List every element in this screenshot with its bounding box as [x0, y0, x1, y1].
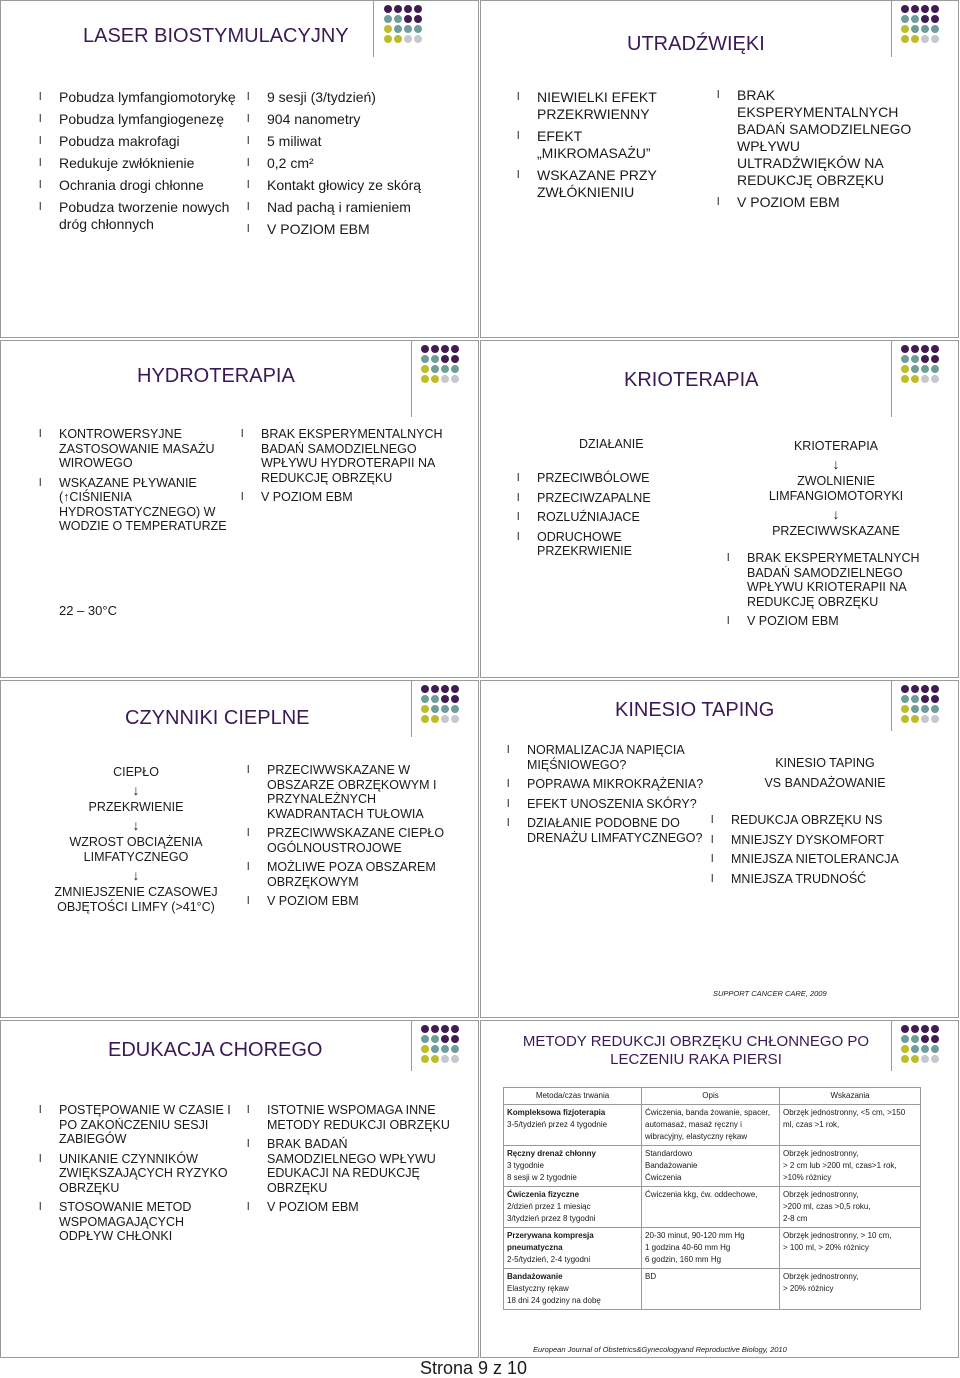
edu-list-2 [247, 1103, 457, 1220]
dot-icon [384, 5, 392, 13]
dot-icon [421, 1035, 429, 1043]
slide-title: UTRADŹWIĘKI [627, 33, 765, 55]
dot-icon [931, 1035, 939, 1043]
dot-icon [921, 1025, 929, 1033]
dot-icon [901, 695, 909, 703]
dot-icon [451, 1055, 459, 1063]
table-row: Bandażowanie Elastyczny rękaw 18 dni 24 godziny na dobę BD Obrzęk jednostronny, > 20% różnicy [504, 1269, 921, 1310]
dot-icon [901, 5, 909, 13]
list-item: l DZIAŁANIE PODOBNE DO DRENAŻU LIMFATYCZNEGO? [507, 816, 717, 845]
dot-icon [921, 35, 929, 43]
dot-icon [431, 365, 439, 373]
slide-title: METODY REDUKCJI OBRZĘKU CHŁONNEGO PO LECZENIU RAKA PIERSI [522, 1033, 870, 1068]
dot-icon [931, 705, 939, 713]
dot-icon [431, 685, 439, 693]
dot-icon [911, 35, 919, 43]
dot-icon [911, 705, 919, 713]
dot-icon [921, 375, 929, 383]
list-item: l REDUKCJA OBRZĘKU NS [711, 813, 921, 828]
dot-icon [901, 685, 909, 693]
dot-icon [921, 5, 929, 13]
dot-icon [431, 1045, 439, 1053]
dot-icon [931, 15, 939, 23]
list-item: l V POZIOM EBM [241, 490, 451, 505]
dot-icon [451, 1025, 459, 1033]
dot-icon [404, 15, 412, 23]
slide-title: HYDROTERAPIA [137, 365, 295, 387]
list-item: l WSKAZANE PŁYWANIE (↑CIŚNIENIA HYDROSTATYCZNEGO) W WODZIE O TEMPERATURZE [39, 476, 239, 534]
dot-icon [911, 15, 919, 23]
dot-icon [901, 345, 909, 353]
slide-methods [480, 1020, 959, 1358]
dot-icon [431, 345, 439, 353]
laser-list-2 [247, 89, 467, 243]
list-item: l Nad pachą i ramieniem [247, 199, 467, 216]
list-item: l PRZECIWZAPALNE [517, 491, 687, 506]
dot-icon [421, 365, 429, 373]
dot-icon [901, 15, 909, 23]
list-item: l BRAK EKSPERYMETALNYCH BADAŃ SAMODZIELNEGO WPŁYWU KRIOTERAPII NA REDUKCJĘ OBRZĘKU [727, 551, 937, 609]
slide-krio [480, 340, 959, 678]
dot-icon [911, 25, 919, 33]
dot-icon [394, 35, 402, 43]
list-item: l PRZECIWWSKAZANE CIEPŁO OGÓLNOUSTROJOWE [247, 826, 462, 855]
dot-icon [451, 355, 459, 363]
kinesio-list-1 [507, 743, 717, 850]
dot-icon [921, 715, 929, 723]
list-item: l V POZIOM EBM [247, 894, 462, 909]
dot-icon [431, 705, 439, 713]
down-arrow-icon: ↓ [832, 506, 840, 522]
list-item: l UNIKANIE CZYNNIKÓW ZWIĘKSZAJĄCYCH RYZYKO OBRZĘKU [39, 1152, 239, 1196]
dot-icon [451, 375, 459, 383]
kinesio-list-2 [711, 813, 921, 891]
list-item: l ROZLUŹNIAJACE [517, 510, 687, 525]
dot-icon [384, 35, 392, 43]
list-item: l V POZIOM EBM [247, 221, 467, 238]
slide-hydro [0, 340, 479, 678]
kinesio-cite: SUPPORT CANCER CARE, 2009 [713, 989, 827, 998]
dot-icon [931, 1025, 939, 1033]
dot-icon [931, 685, 939, 693]
krio-head: DZIAŁANIE [579, 437, 644, 451]
list-item: l V POZIOM EBM [717, 194, 917, 211]
list-item: l Pobudza tworzenie nowych dróg chłonnych [39, 199, 239, 233]
list-item: l EFEKT „MIKROMASAŻU” [517, 128, 687, 162]
hydro-list-1 [39, 427, 239, 539]
table-row: Kompleksowa fizjoterapia 3-5/tydzień przez 4 tygodnie Ćwiczenia, banda żowanie, spacer, automasaż, masaż ręczny i wibracyjny, elastyczny rękaw Obrzęk jednostronny, <5 cm, >150 ml, czas >1 rok, [504, 1105, 921, 1146]
down-arrow-icon: ↓ [132, 817, 140, 833]
list-item: l EFEKT UNOSZENIA SKÓRY? [507, 797, 717, 812]
dot-icon [421, 715, 429, 723]
dot-icon [404, 25, 412, 33]
dot-icon [901, 365, 909, 373]
dot-icon [441, 705, 449, 713]
dot-icon [921, 705, 929, 713]
dot-icon [911, 1035, 919, 1043]
list-item: l Pobudza lymfangiogenezę [39, 111, 239, 128]
dot-icon [414, 15, 422, 23]
dot-icon [901, 1025, 909, 1033]
dot-icon [421, 1025, 429, 1033]
decor-dots [901, 685, 939, 723]
dot-icon [414, 35, 422, 43]
dot-icon [441, 365, 449, 373]
laser-list-1 [39, 89, 239, 238]
dot-icon [431, 375, 439, 383]
dot-icon [911, 345, 919, 353]
dot-icon [384, 15, 392, 23]
heat-flow [31, 763, 241, 917]
dot-icon [451, 1045, 459, 1053]
list-item: l MOŻLIWE POZA OBSZAREM OBRZĘKOWYM [247, 860, 462, 889]
dot-icon [451, 705, 459, 713]
dot-icon [921, 25, 929, 33]
flow-step: CIEPŁO [113, 765, 159, 779]
dot-icon [911, 1025, 919, 1033]
flow-step: ZWOLNIENIE LIMFANGIOMOTORYKI [768, 474, 904, 503]
kinesio-compare: KINESIO TAPING VS BANDAŻOWANIE [764, 756, 886, 790]
dot-icon [414, 5, 422, 13]
dot-icon [404, 35, 412, 43]
dot-icon [921, 355, 929, 363]
table-row: Ręczny drenaż chłonny 3 tygodnie 8 sesji w 2 tygodnie Standardowo Bandażowanie Ćwiczenia Obrzęk jednostronny, > 2 cm lub >200 ml, czas>1 rok, >10% różnicy [504, 1146, 921, 1187]
dot-icon [404, 5, 412, 13]
dot-icon [921, 15, 929, 23]
dot-icon [931, 715, 939, 723]
dot-icon [394, 5, 402, 13]
list-item: l BRAK EKSPERYMENTALNYCH BADAŃ SAMODZIELNEGO WPŁYWU ULTRADŹWIĘKÓW NA REDUKCJĘ OBRZĘKU [717, 87, 917, 189]
list-item: l V POZIOM EBM [247, 1200, 457, 1215]
dot-icon [911, 685, 919, 693]
list-item: l NIEWIELKI EFEKT PRZEKRWIENNY [517, 89, 687, 123]
list-item: l BRAK EKSPERYMENTALNYCH BADAŃ SAMODZIELNEGO WPŁYWU HYDROTERAPII NA REDUKCJĘ OBRZĘKU [241, 427, 451, 485]
dot-icon [931, 355, 939, 363]
dot-icon [421, 355, 429, 363]
dot-icon [414, 25, 422, 33]
dot-icon [421, 685, 429, 693]
dot-icon [384, 25, 392, 33]
hydro-list-2 [241, 427, 451, 510]
dot-icon [911, 355, 919, 363]
slide-ultrasound [480, 0, 959, 338]
table-row: Przerywana kompresja pneumatyczna 2-5/tydzień, 2-4 tygodni 20-30 minut, 90-120 mm Hg 1 godzina 40-60 mm Hg 6 godzin, 160 mm Hg Obrzęk jednostronny, > 10 cm, > 100 ml, > 20% różnicy [504, 1228, 921, 1269]
dot-icon [441, 685, 449, 693]
dot-icon [451, 685, 459, 693]
dot-icon [441, 1025, 449, 1033]
list-item: l NORMALIZACJA NAPIĘCIA MIĘŚNIOWEGO? [507, 743, 717, 772]
list-item: l 9 sesji (3/tydzień) [247, 89, 467, 106]
dot-icon [431, 695, 439, 703]
dot-icon [931, 25, 939, 33]
dot-icon [441, 1055, 449, 1063]
krio-flow [731, 437, 941, 541]
dot-icon [921, 1055, 929, 1063]
slide-title: EDUKACJA CHOREGO [108, 1039, 323, 1061]
page-footer: Strona 9 z 10 [420, 1358, 528, 1378]
table-row: Ćwiczenia fizyczne 2/dzień przez 1 miesiąc 3/tydzień przez 8 tygodni Ćwiczenia kkg, ćw. oddechowe, Obrzęk jednostronny, >200 ml, czas >0,5 roku, 2-8 cm [504, 1187, 921, 1228]
dot-icon [921, 685, 929, 693]
list-item: l ISTOTNIE WSPOMAGA INNE METODY REDUKCJI OBRZĘKU [247, 1103, 457, 1132]
dot-icon [441, 355, 449, 363]
list-item: l Kontakt głowicy ze skórą [247, 177, 467, 194]
flow-step: ZMNIEJSZENIE CZASOWEJ OBJĘTOŚCI LIMFY (>41°C) [54, 885, 218, 914]
list-item: l PRZECIWBÓLOWE [517, 471, 687, 486]
dot-icon [921, 345, 929, 353]
dot-icon [921, 1045, 929, 1053]
methods-table-body [504, 1105, 921, 1310]
dot-icon [921, 695, 929, 703]
list-item: l MNIEJSZY DYSKOMFORT [711, 833, 921, 848]
flow-step: KRIOTERAPIA [793, 439, 879, 453]
slide-heat [0, 680, 479, 1018]
dot-icon [911, 375, 919, 383]
dot-icon [901, 1035, 909, 1043]
down-arrow-icon: ↓ [132, 867, 140, 883]
dot-icon [911, 1045, 919, 1053]
dot-icon [421, 375, 429, 383]
dot-icon [394, 25, 402, 33]
list-item: l 5 miliwat [247, 133, 467, 150]
dot-icon [931, 1045, 939, 1053]
dot-icon [451, 1035, 459, 1043]
dot-icon [421, 345, 429, 353]
dot-icon [451, 365, 459, 373]
dot-icon [421, 1055, 429, 1063]
methods-table [503, 1087, 921, 1310]
list-item: l MNIEJSZA NIETOLERANCJA [711, 852, 921, 867]
dot-icon [911, 5, 919, 13]
down-arrow-icon: ↓ [132, 782, 140, 798]
dot-icon [901, 355, 909, 363]
slide-title: KINESIO TAPING [615, 699, 775, 721]
dot-icon [931, 365, 939, 373]
dot-icon [931, 695, 939, 703]
dot-icon [441, 1045, 449, 1053]
slide-laser [0, 0, 479, 338]
dot-icon [441, 375, 449, 383]
heat-list-2 [247, 763, 462, 914]
ultrasound-list-2 [717, 87, 917, 216]
dot-icon [901, 25, 909, 33]
list-item: l MNIEJSZA TRUDNOŚĆ [711, 872, 921, 887]
dot-icon [921, 1035, 929, 1043]
list-item: l 0,2 cm² [247, 155, 467, 172]
dot-icon [431, 355, 439, 363]
list-item: l Pobudza lymfangiomotorykę [39, 89, 239, 106]
slide-title: LASER BIOSTYMULACYJNY [83, 25, 349, 47]
dot-icon [901, 375, 909, 383]
list-item: l PRZECIWWSKAZANE W OBSZARZE OBRZĘKOWYM I PRZYNALEŻNYCH KWADRANTACH TUŁOWIA [247, 763, 462, 821]
dot-icon [931, 1055, 939, 1063]
slide-kinesio [480, 680, 959, 1018]
table-header-row: Metoda/czas trwania Opis Wskazania [504, 1088, 921, 1105]
dot-icon [901, 715, 909, 723]
edu-list-1 [39, 1103, 239, 1249]
list-item: l WSKAZANE PRZY ZWŁÓKNIENIU [517, 167, 687, 201]
list-item: l BRAK BADAŃ SAMODZIELNEGO WPŁYWU EDUKACJI NA REDUKCJĘ OBRZĘKU [247, 1137, 457, 1195]
dot-icon [911, 695, 919, 703]
dot-icon [421, 705, 429, 713]
dot-icon [921, 365, 929, 373]
krio-list-1 [517, 471, 687, 564]
slide-title: KRIOTERAPIA [624, 369, 759, 391]
dot-icon [431, 1055, 439, 1063]
krio-list-2 [727, 551, 937, 634]
dot-icon [911, 365, 919, 373]
dot-icon [931, 375, 939, 383]
dot-icon [901, 1045, 909, 1053]
flow-step: PRZEKRWIENIE [88, 800, 184, 814]
slide-edu [0, 1020, 479, 1358]
dot-icon [901, 705, 909, 713]
list-item: l V POZIOM EBM [727, 614, 937, 629]
flow-step: PRZECIWWSKAZANE [772, 524, 900, 538]
dot-icon [431, 1025, 439, 1033]
dot-icon [441, 345, 449, 353]
decor-dots [901, 5, 939, 43]
hydro-temp: 22 – 30°C [59, 603, 117, 618]
dot-icon [441, 695, 449, 703]
decor-dots [421, 345, 459, 383]
decor-dots [901, 345, 939, 383]
decor-dots [421, 1025, 459, 1063]
list-item: l POPRAWA MIKROKRĄŻENIA? [507, 777, 717, 792]
dot-icon [421, 1045, 429, 1053]
list-item: l ODRUCHOWE PRZEKRWIENIE [517, 530, 687, 559]
dot-icon [901, 35, 909, 43]
dot-icon [451, 345, 459, 353]
dot-icon [431, 1035, 439, 1043]
dot-icon [394, 15, 402, 23]
list-item: l STOSOWANIE METOD WSPOMAGAJĄCYCH ODPŁYW CHŁONKI [39, 1200, 239, 1244]
methods-cite: European Journal of Obstetrics&Gynecologyand Reproductive Biology, 2010 [533, 1345, 787, 1354]
dot-icon [451, 695, 459, 703]
decor-dots [384, 5, 422, 43]
list-item: l KONTROWERSYJNE ZASTOSOWANIE MASAŻU WIROWEGO [39, 427, 239, 471]
list-item: l Ochrania drogi chłonne [39, 177, 239, 194]
decor-dots [901, 1025, 939, 1063]
list-item: l POSTĘPOWANIE W CZASIE I PO ZAKOŃCZENIU SESJI ZABIEGÓW [39, 1103, 239, 1147]
ultrasound-list-1 [517, 89, 687, 206]
dot-icon [421, 695, 429, 703]
decor-dots [421, 685, 459, 723]
flow-step: WZROST OBCIĄŻENIA LIMFATYCZNEGO [69, 835, 203, 864]
slide-title: CZYNNIKI CIEPLNE [125, 707, 310, 729]
dot-icon [441, 1035, 449, 1043]
dot-icon [931, 345, 939, 353]
dot-icon [911, 715, 919, 723]
dot-icon [911, 1055, 919, 1063]
dot-icon [431, 715, 439, 723]
down-arrow-icon: ↓ [832, 456, 840, 472]
dot-icon [931, 35, 939, 43]
list-item: l 904 nanometry [247, 111, 467, 128]
list-item: l Redukuje zwłóknienie [39, 155, 239, 172]
dot-icon [441, 715, 449, 723]
list-item: l Pobudza makrofagi [39, 133, 239, 150]
dot-icon [931, 5, 939, 13]
dot-icon [451, 715, 459, 723]
dot-icon [901, 1055, 909, 1063]
